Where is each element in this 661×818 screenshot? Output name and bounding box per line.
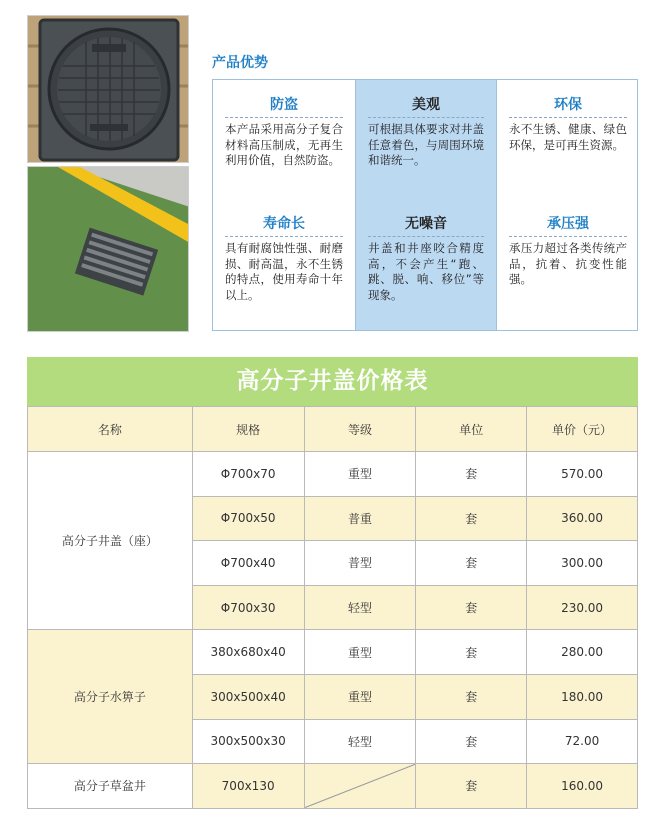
advantage-heading: 防盗 <box>225 94 343 118</box>
product-name-cell: 高分子水箅子 <box>28 630 193 764</box>
advantage-anti-theft <box>225 94 343 169</box>
spec-cell: Φ700x40 <box>192 541 304 586</box>
advantage-text: 具有耐腐蚀性强、耐磨损、耐高温，永不生锈的特点，使用寿命十年以上。 <box>225 241 343 302</box>
table-row <box>28 630 638 675</box>
advantage-pressure <box>509 213 627 288</box>
unit-cell: 套 <box>416 630 527 675</box>
advantages-panel <box>212 79 638 331</box>
unit-cell: 套 <box>416 585 527 630</box>
price-cell: 160.00 <box>527 764 638 809</box>
manhole-cover-photo <box>27 15 189 163</box>
unit-cell: 套 <box>416 452 527 497</box>
spec-cell: 380x680x40 <box>192 630 304 675</box>
advantage-text: 承压力超过各类传统产品，抗着、抗变性能强。 <box>509 241 627 286</box>
advantages-column-1 <box>213 80 355 330</box>
spec-cell: Φ700x30 <box>192 585 304 630</box>
advantage-text: 本产品采用高分子复合材料高压制成，无再生利用价值，自然防盗。 <box>225 122 343 167</box>
advantage-text: 可根据具体要求对井盖任意着色，与周围环境和谐统一。 <box>368 122 484 167</box>
grade-cell: 重型 <box>304 630 416 675</box>
table-header-row <box>28 407 638 452</box>
grade-cell: 重型 <box>304 452 416 497</box>
price-cell: 280.00 <box>527 630 638 675</box>
unit-cell: 套 <box>416 541 527 586</box>
unit-cell: 套 <box>416 719 527 764</box>
header-spec: 规格 <box>192 407 304 452</box>
price-table <box>27 406 638 809</box>
spec-cell: Φ700x50 <box>192 496 304 541</box>
advantage-long-life <box>225 213 343 303</box>
grade-cell: 轻型 <box>304 719 416 764</box>
advantage-heading: 环保 <box>509 94 627 118</box>
grade-cell: 普型 <box>304 541 416 586</box>
spec-cell: 700x130 <box>192 764 304 809</box>
header-unit: 单位 <box>416 407 527 452</box>
price-cell: 360.00 <box>527 496 638 541</box>
unit-cell: 套 <box>416 674 527 719</box>
advantage-eco <box>509 94 627 153</box>
advantage-text: 井盖和井座咬合精度高，不会产生“跑、跳、脱、响、移位”等现象。 <box>368 241 484 302</box>
price-table-title: 高分子井盖价格表 <box>27 357 638 406</box>
product-name-cell: 高分子井盖（座） <box>28 452 193 630</box>
advantages-title: 产品优势 <box>212 55 268 71</box>
unit-cell: 套 <box>416 496 527 541</box>
advantages-column-3 <box>497 80 639 330</box>
unit-cell: 套 <box>416 764 527 809</box>
grade-cell: 普重 <box>304 496 416 541</box>
header-name: 名称 <box>28 407 193 452</box>
advantage-heading: 寿命长 <box>225 213 343 237</box>
advantages-column-2 <box>355 80 497 330</box>
price-cell: 230.00 <box>527 585 638 630</box>
header-grade: 等级 <box>304 407 416 452</box>
spec-cell: 300x500x40 <box>192 674 304 719</box>
advantage-appearance <box>368 94 484 169</box>
advantage-heading: 无噪音 <box>368 213 484 237</box>
grade-cell: 重型 <box>304 674 416 719</box>
grade-cell: 轻型 <box>304 585 416 630</box>
advantage-heading: 美观 <box>368 94 484 118</box>
drain-grate-photo <box>27 166 189 332</box>
diagonal-slash <box>305 764 416 808</box>
grade-cell-empty <box>304 764 416 809</box>
advantage-noiseless <box>368 213 484 303</box>
table-row <box>28 452 638 497</box>
table-row <box>28 764 638 809</box>
spec-cell: 300x500x30 <box>192 719 304 764</box>
price-cell: 180.00 <box>527 674 638 719</box>
header-price: 单价（元） <box>527 407 638 452</box>
advantage-text: 永不生锈、健康、绿色环保，是可再生资源。 <box>509 122 627 152</box>
advantage-heading: 承压强 <box>509 213 627 237</box>
price-cell: 570.00 <box>527 452 638 497</box>
spec-cell: Φ700x70 <box>192 452 304 497</box>
price-cell: 72.00 <box>527 719 638 764</box>
price-cell: 300.00 <box>527 541 638 586</box>
product-name-cell: 高分子草盆井 <box>28 764 193 809</box>
